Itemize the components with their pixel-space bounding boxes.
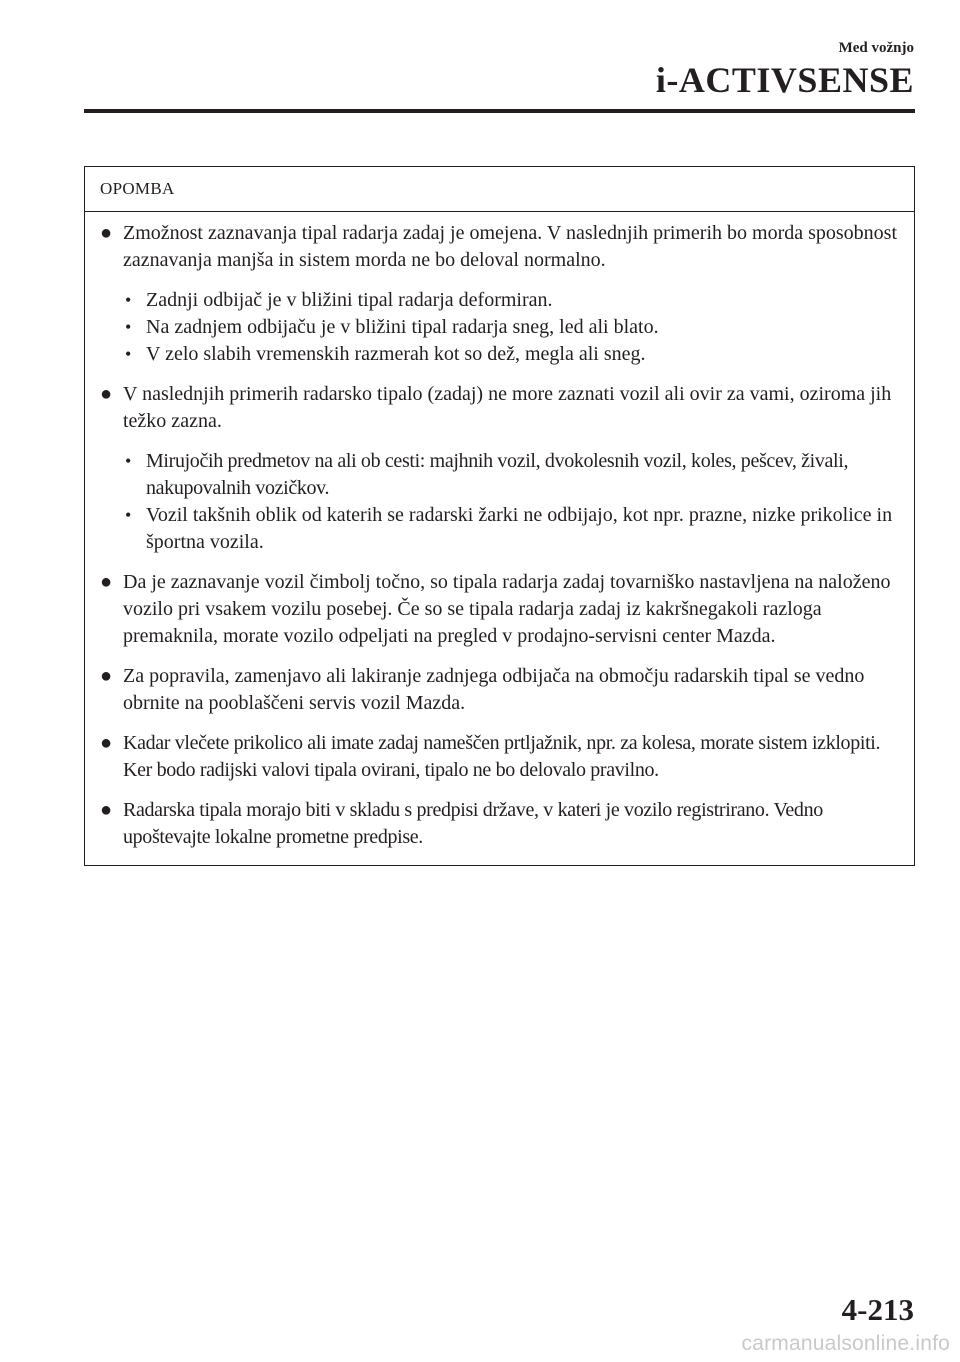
sub-bullet-icon: •: [125, 505, 132, 525]
note-item: [100, 381, 900, 556]
bullet-icon: ●: [100, 799, 113, 821]
note-item-text: Zmožnost zaznavanja tipal radarja zadaj je omejena. V naslednjih primerih bo morda sposobnost zaznavanja manjša in sistem morda ne bo deloval normalno.: [123, 222, 898, 271]
bullet-icon: ●: [100, 222, 113, 244]
note-heading: OPOMBA: [85, 167, 914, 212]
bullet-icon: ●: [100, 383, 113, 405]
sub-item-text: Vozil takšnih oblik od katerih se radarski žarki ne odbijajo, kot npr. prazne, nizke prikolice in športna vozila.: [146, 504, 893, 553]
page-title: i-ACTIVSENSE: [655, 60, 914, 100]
bullet-icon: ●: [100, 571, 113, 593]
sub-bullet-icon: •: [125, 290, 132, 310]
note-item-text: Kadar vlečete prikolico ali imate zadaj nameščen prtljažnik, npr. za kolesa, morate sistem izklopiti. Ker bodo radijski valovi tipala ovirani, tipalo ne bo delovalo pravilno.: [123, 732, 881, 781]
sub-bullet-icon: •: [125, 451, 131, 471]
note-item-text: Da je zaznavanje vozil čimbolj točno, so tipala radarja zadaj tovarniško nastavljena na naloženo vozilo pri vsakem vozilu posebej. Če so se tipala radarja zadaj iz kakršnegakoli razloga premaknila, morate vozilo odpeljati na pregled v prodajno-servisni center Mazda.: [123, 571, 891, 647]
note-item: [100, 663, 900, 717]
sub-item-text: V zelo slabih vremenskih razmerah kot so dež, megla ali sneg.: [146, 343, 646, 365]
sub-item: [123, 448, 900, 502]
bullet-icon: ●: [100, 732, 113, 754]
note-item: [100, 569, 900, 650]
note-item-text: Za popravila, zamenjavo ali lakiranje zadnjega odbijača na območju radarskih tipal se vedno obrnite na pooblaščeni servis vozil Mazda.: [123, 665, 865, 714]
note-item-text: Radarska tipala morajo biti v skladu s predpisi države, v kateri je vozilo registrirano. Vedno upoštevajte lokalne prometne predpise.: [123, 799, 823, 848]
sub-item: [123, 502, 900, 556]
sub-list: [123, 448, 900, 556]
note-item: [100, 730, 900, 784]
sub-item-text: Zadnji odbijač je v bližini tipal radarja deformiran.: [146, 289, 553, 311]
section-title: Med vožnjo: [838, 40, 914, 56]
header-divider: [84, 109, 915, 113]
sub-item: [123, 287, 900, 314]
sub-list: [123, 287, 900, 368]
sub-item: [123, 314, 900, 341]
note-item-text: V naslednjih primerih radarsko tipalo (zadaj) ne more zaznati vozil ali ovir za vami, oziroma jih težko zazna.: [123, 383, 892, 432]
note-box: [84, 166, 915, 866]
footer-watermark: carmanualsonline.info: [741, 1332, 950, 1355]
note-item: [100, 220, 900, 368]
page-number: 4-213: [841, 1292, 914, 1327]
sub-item-text: Na zadnjem odbijaču je v bližini tipal radarja sneg, led ali blato.: [146, 316, 659, 338]
bullet-icon: ●: [100, 665, 113, 687]
sub-bullet-icon: •: [125, 317, 132, 337]
note-item: [100, 797, 900, 851]
sub-bullet-icon: •: [125, 344, 132, 364]
note-body: [85, 212, 914, 865]
sub-item-text: Mirujočih predmetov na ali ob cesti: majhnih vozil, dvokolesnih vozil, koles, pešcev, živali, nakupovalnih vozičkov.: [146, 450, 849, 499]
sub-item: [123, 341, 900, 368]
